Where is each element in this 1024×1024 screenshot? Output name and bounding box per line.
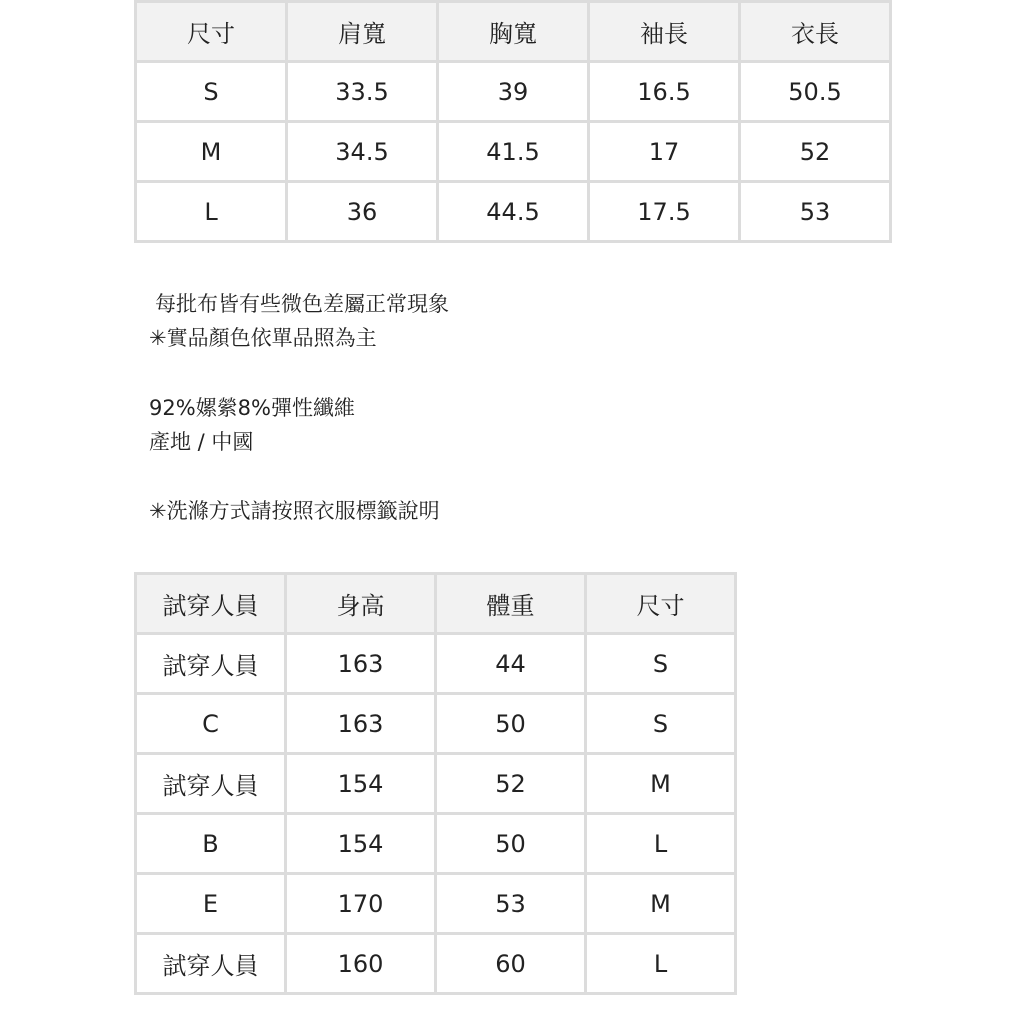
worn-size-cell: S [586, 634, 736, 694]
chest-width-cell: 41.5 [438, 122, 589, 182]
header-height: 身高 [286, 574, 436, 634]
worn-size-cell: M [586, 754, 736, 814]
material-notes [149, 391, 355, 459]
washing-instructions: ✳洗滌方式請按照衣服標籤說明 [149, 499, 440, 523]
sleeve-length-cell: 17.5 [589, 182, 740, 242]
table-row [136, 122, 891, 182]
size-cell: M [136, 122, 287, 182]
body-length-cell: 50.5 [740, 62, 891, 122]
header-body-length: 衣長 [740, 2, 891, 62]
worn-size-cell: L [586, 814, 736, 874]
sleeve-length-cell: 17 [589, 122, 740, 182]
table-row [136, 754, 736, 814]
table-row [136, 934, 736, 994]
size-cell: S [136, 62, 287, 122]
height-cell: 170 [286, 874, 436, 934]
model-cell: C [136, 694, 286, 754]
model-table-header-row [136, 574, 736, 634]
worn-size-cell: S [586, 694, 736, 754]
shoulder-width-cell: 34.5 [287, 122, 438, 182]
table-row [136, 634, 736, 694]
header-size: 尺寸 [136, 2, 287, 62]
header-worn-size: 尺寸 [586, 574, 736, 634]
table-row [136, 62, 891, 122]
body-length-cell: 52 [740, 122, 891, 182]
model-cell: B [136, 814, 286, 874]
weight-cell: 53 [436, 874, 586, 934]
weight-cell: 60 [436, 934, 586, 994]
color-reference-note: ✳實品顏色依單品照為主 [149, 326, 377, 350]
weight-cell: 44 [436, 634, 586, 694]
care-notes [149, 494, 440, 528]
header-shoulder-width: 肩寬 [287, 2, 438, 62]
size-cell: L [136, 182, 287, 242]
header-sleeve-length: 袖長 [589, 2, 740, 62]
table-row [136, 874, 736, 934]
worn-size-cell: M [586, 874, 736, 934]
header-model: 試穿人員 [136, 574, 286, 634]
color-notes [149, 287, 449, 355]
worn-size-cell: L [586, 934, 736, 994]
table-row [136, 814, 736, 874]
table-row [136, 182, 891, 242]
country-of-origin: 產地 / 中國 [149, 430, 254, 454]
weight-cell: 50 [436, 814, 586, 874]
height-cell: 163 [286, 634, 436, 694]
height-cell: 163 [286, 694, 436, 754]
table-row [136, 694, 736, 754]
model-cell: 試穿人員 [136, 634, 286, 694]
body-length-cell: 53 [740, 182, 891, 242]
size-chart-header-row [136, 2, 891, 62]
color-variance-note: 每批布皆有些微色差屬正常現象 [155, 292, 449, 316]
shoulder-width-cell: 33.5 [287, 62, 438, 122]
model-cell: 試穿人員 [136, 754, 286, 814]
height-cell: 160 [286, 934, 436, 994]
model-cell: 試穿人員 [136, 934, 286, 994]
header-chest-width: 胸寬 [438, 2, 589, 62]
size-chart-table [134, 0, 892, 243]
height-cell: 154 [286, 754, 436, 814]
sleeve-length-cell: 16.5 [589, 62, 740, 122]
weight-cell: 50 [436, 694, 586, 754]
weight-cell: 52 [436, 754, 586, 814]
model-cell: E [136, 874, 286, 934]
height-cell: 154 [286, 814, 436, 874]
chest-width-cell: 39 [438, 62, 589, 122]
chest-width-cell: 44.5 [438, 182, 589, 242]
header-weight: 體重 [436, 574, 586, 634]
shoulder-width-cell: 36 [287, 182, 438, 242]
model-fit-table [134, 572, 737, 995]
material-composition: 92%嫘縈8%彈性纖維 [149, 396, 355, 420]
